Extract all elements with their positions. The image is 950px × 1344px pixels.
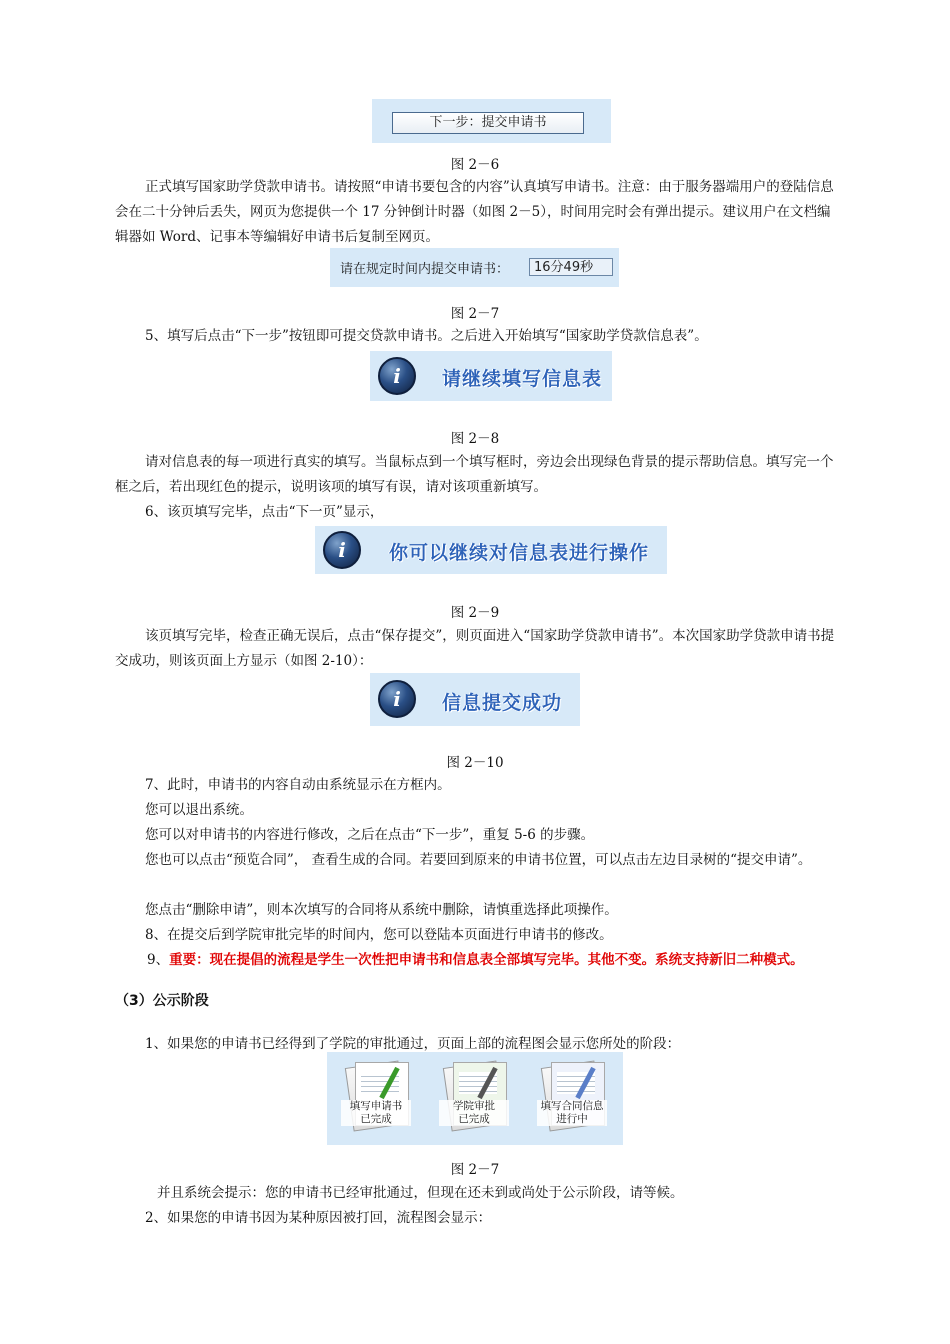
submit-application-button[interactable]: 下一步：提交申请书 (392, 112, 584, 134)
step-9-important: 重要：现在提倡的流程是学生一次性把申请书和信息表全部填写完毕。其他不变。系统支持新旧二种模式。 (169, 952, 804, 968)
step-9-number: 9、 (147, 952, 170, 968)
countdown-timer: 16分49秒 (529, 258, 613, 276)
step-7: 7、此时，申请书的内容自动由系统显示在方框内。 (145, 777, 451, 793)
process-flow-figure (327, 1052, 623, 1145)
info-icon: i (323, 531, 361, 569)
section3-step-2: 2、如果您的申请书因为某种原因被打回，流程图会显示： (145, 1210, 492, 1226)
line-modify: 您可以对申请书的内容进行修改，之后在点击“下一步”，重复 5-6 的步骤。 (145, 827, 595, 843)
info-icon: i (378, 680, 416, 718)
step-8: 8、在提交后到学院审批完毕的时间内，您可以登陆本页面进行申请书的修改。 (145, 927, 613, 943)
figure-caption-2-6: 图 2－6 (450, 157, 500, 173)
countdown-label: 请在规定时间内提交申请书： (340, 262, 510, 277)
figure-caption-2-9: 图 2－9 (450, 605, 500, 621)
line-preview: 您也可以点击“预览合同”， 查看生成的合同。若要回到原来的申请书位置，可以点击左边目录树的“提交申请”。 (145, 852, 812, 868)
step-5: 5、填写后点击“下一步”按钮即可提交贷款申请书。之后进入开始填写“国家助学贷款信息表”。 (145, 328, 708, 344)
flow-step-label: 填写申请书 已完成 (341, 1100, 411, 1126)
figure-caption-2-10: 图 2－10 (446, 755, 504, 771)
line-exit: 您可以退出系统。 (145, 802, 253, 818)
next-step-figure (372, 99, 611, 143)
flow-step-college-review (433, 1058, 515, 1138)
paragraph-formal: 正式填写国家助学贷款申请书。请按照“申请书要包含的内容”认真填写申请书。注意：由于服务器端用户的登陆信息会在二十分钟后丢失，网页为您提供一个 17 分钟倒计时器（如图 2－5），时间用完时会有弹出提示。建议用户在文档编辑器如 Word、记事本等编辑好申请书后复制至网页。 (115, 179, 834, 245)
figure-caption-2-8: 图 2－8 (450, 431, 500, 447)
info-icon: i (378, 357, 416, 395)
flow-step-label: 填写合同信息 进行中 (537, 1100, 607, 1126)
section3-step-1: 1、如果您的申请书已经得到了学院的审批通过，页面上部的流程图会显示您所处的阶段： (145, 1036, 681, 1052)
continue-operate-banner (315, 526, 667, 574)
paragraph-info-table: 请对信息表的每一项进行真实的填写。当鼠标点到一个填写框时，旁边会出现绿色背景的提示帮助信息。填写完一个框之后，若出现红色的提示，说明该项的填写有误，请对该项重新填写。 (115, 454, 834, 495)
countdown-figure (330, 248, 619, 287)
paragraph-save-submit: 该页填写完毕，检查正确无误后，点击“保存提交”，则页面进入“国家助学贷款申请书”。本次国家助学贷款申请书提交成功，则该页面上方显示（如图 2-10）： (115, 628, 835, 669)
paragraph-public-notice: 并且系统会提示：您的申请书已经审批通过，但现在还未到或尚处于公示阶段，请等候。 (157, 1185, 684, 1201)
flow-step-application (335, 1058, 417, 1138)
banner-text: 信息提交成功 (442, 692, 563, 714)
submit-success-banner (370, 673, 580, 726)
flow-step-label: 学院审批 已完成 (439, 1100, 509, 1126)
section-heading-public: （3）公示阶段 (115, 993, 209, 1009)
step-9 (147, 948, 847, 973)
step-6: 6、该页填写完毕，点击“下一页”显示， (145, 504, 384, 520)
continue-info-banner (370, 351, 612, 401)
banner-text: 你可以继续对信息表进行操作 (389, 542, 650, 564)
line-delete: 您点击“删除申请”，则本次填写的合同将从系统中删除，请慎重选择此项操作。 (145, 902, 618, 918)
flow-step-contract-info (531, 1058, 613, 1138)
figure-caption-flow: 图 2－7 (450, 1162, 500, 1178)
figure-caption-2-7: 图 2－7 (450, 306, 500, 322)
banner-text: 请继续填写信息表 (442, 368, 603, 390)
